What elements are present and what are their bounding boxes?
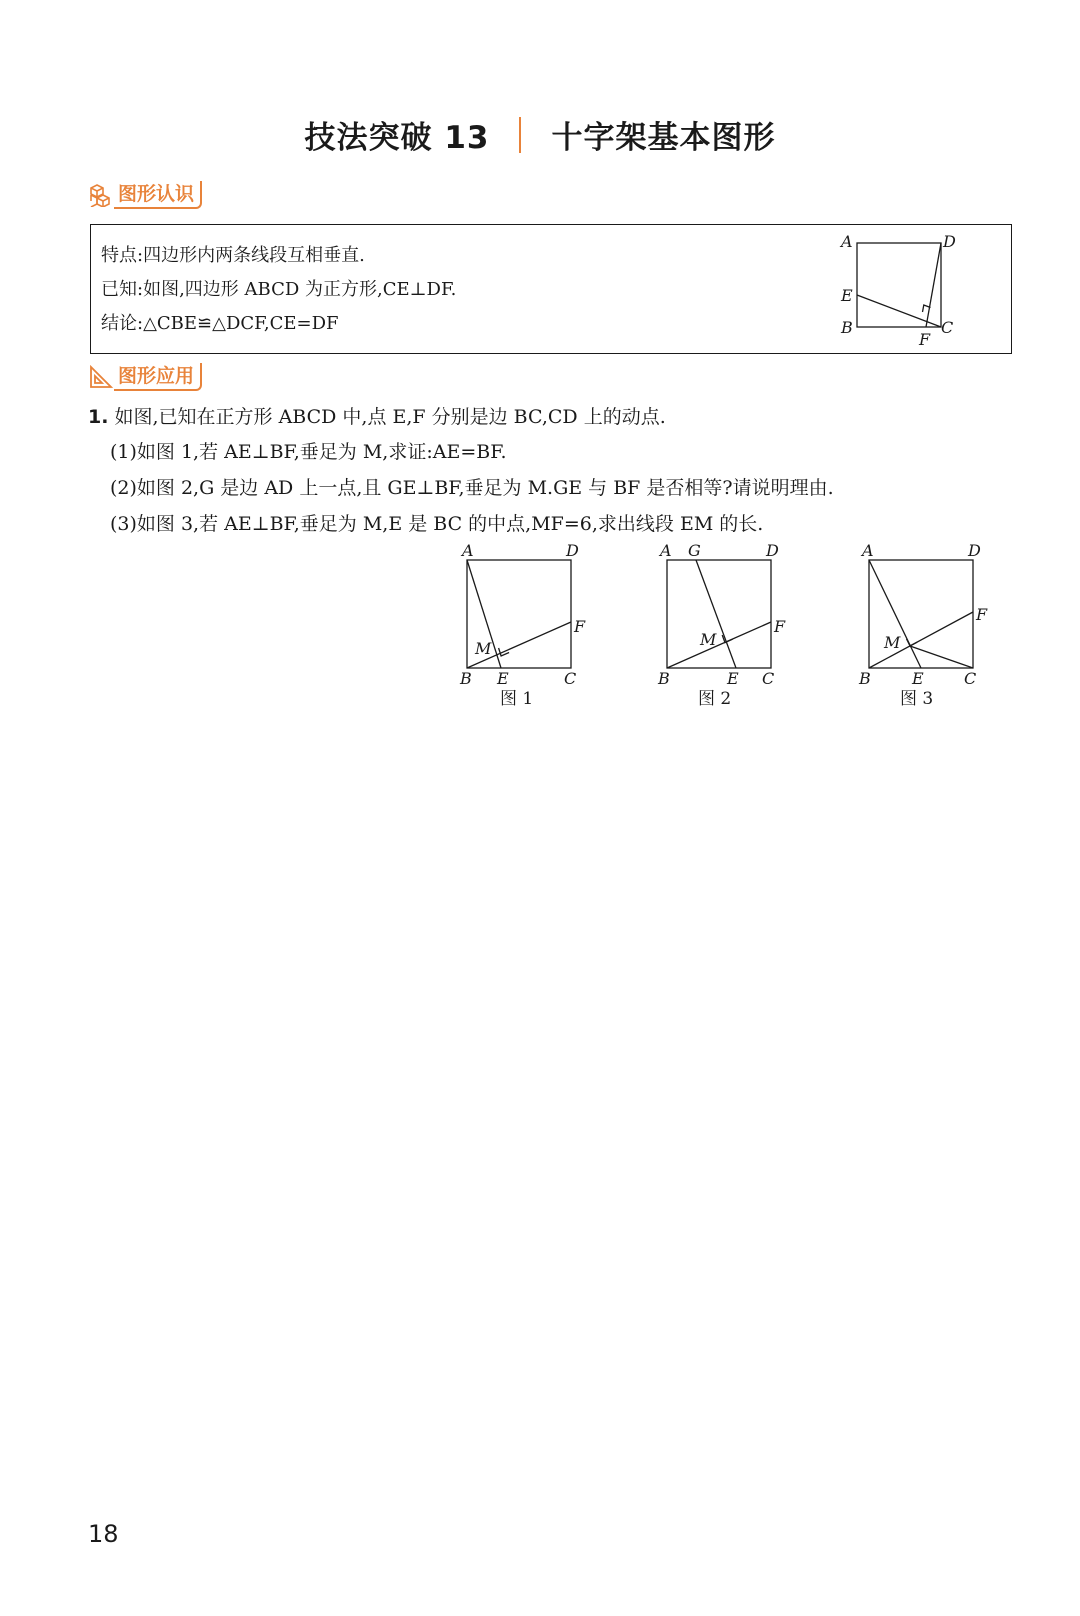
- page-number: 18: [88, 1520, 119, 1548]
- figure-1-label-d: D: [566, 541, 579, 560]
- section-label-application: [88, 362, 202, 392]
- section-label-text: 图形认识: [114, 181, 202, 209]
- set-square-icon: [88, 365, 114, 389]
- title-topic: 十字架基本图形: [551, 120, 776, 156]
- page-title: [0, 112, 1080, 157]
- cubes-icon: [88, 183, 114, 207]
- title-technique: 技法突破 13: [304, 120, 490, 156]
- figure-2-label-a: A: [660, 541, 672, 560]
- box-figure: [833, 231, 961, 349]
- figure-2-label-b: B: [658, 669, 670, 688]
- question-part-2: (2)如图 2,G 是边 AD 上一点,且 GE⊥BF,垂足为 M.GE 与 BF 是否相等?请说明理由.: [110, 477, 834, 499]
- figure-3-caption: 图 3: [900, 689, 934, 709]
- knowledge-box: [90, 224, 1012, 354]
- figure-1-label-b: B: [460, 669, 472, 688]
- figure-2-label-g: G: [688, 541, 701, 560]
- figure-2-square: [667, 560, 771, 668]
- figure-3: [852, 540, 1002, 715]
- figure-2: [650, 540, 800, 715]
- figure-3-label-c: C: [964, 669, 977, 688]
- figure-2-label-d: D: [766, 541, 779, 560]
- figure-3-label-f: F: [976, 605, 988, 624]
- section-label-recognition: [88, 180, 202, 210]
- figure-1-label-c: C: [564, 669, 577, 688]
- figure-3-label-a: A: [862, 541, 874, 560]
- figure-1-label-e: E: [497, 669, 509, 688]
- question-part-1: (1)如图 1,若 AE⊥BF,垂足为 M,求证:AE=BF.: [110, 441, 507, 463]
- title-separator: [519, 117, 521, 153]
- figure-3-label-d: D: [968, 541, 981, 560]
- figure-1-label-f: F: [574, 617, 586, 636]
- figure-1-label-m: M: [475, 639, 492, 658]
- box-segment-df: [926, 243, 941, 327]
- figure-2-label-c: C: [762, 669, 775, 688]
- figure-2-label-m: M: [700, 630, 717, 649]
- box-label-b: B: [841, 318, 853, 337]
- question-number: 1.: [88, 406, 109, 428]
- box-label-c: C: [941, 318, 954, 337]
- section-label-text: 图形应用: [114, 363, 202, 391]
- question-stem: [88, 402, 666, 429]
- figure-3-label-m: M: [884, 633, 901, 652]
- figure-3-label-e: E: [912, 669, 924, 688]
- figure-2-segment-ge: [696, 560, 736, 668]
- given-text: 已知:如图,四边形 ABCD 为正方形,CE⊥DF.: [101, 279, 457, 300]
- box-label-a: A: [841, 232, 853, 251]
- question-stem-text: 如图,已知在正方形 ABCD 中,点 E,F 分别是边 BC,CD 上的动点.: [114, 406, 666, 428]
- figure-1-caption: 图 1: [500, 689, 534, 709]
- conclusion-text: 结论:△CBE≌△DCF,CE=DF: [101, 313, 339, 334]
- figure-2-label-f: F: [774, 617, 786, 636]
- figure-3-label-b: B: [859, 669, 871, 688]
- figure-1: [450, 540, 600, 715]
- box-label-d: D: [943, 232, 956, 251]
- figure-2-caption: 图 2: [698, 689, 732, 709]
- box-label-e: E: [841, 286, 853, 305]
- figure-1-label-a: A: [462, 541, 474, 560]
- question-part-3: (3)如图 3,若 AE⊥BF,垂足为 M,E 是 BC 的中点,MF=6,求出线段 EM 的长.: [110, 513, 764, 535]
- feature-text: 特点:四边形内两条线段互相垂直.: [101, 245, 365, 266]
- box-label-f: F: [919, 330, 931, 349]
- figure-2-label-e: E: [727, 669, 739, 688]
- figure-2-segment-bf: [667, 622, 771, 668]
